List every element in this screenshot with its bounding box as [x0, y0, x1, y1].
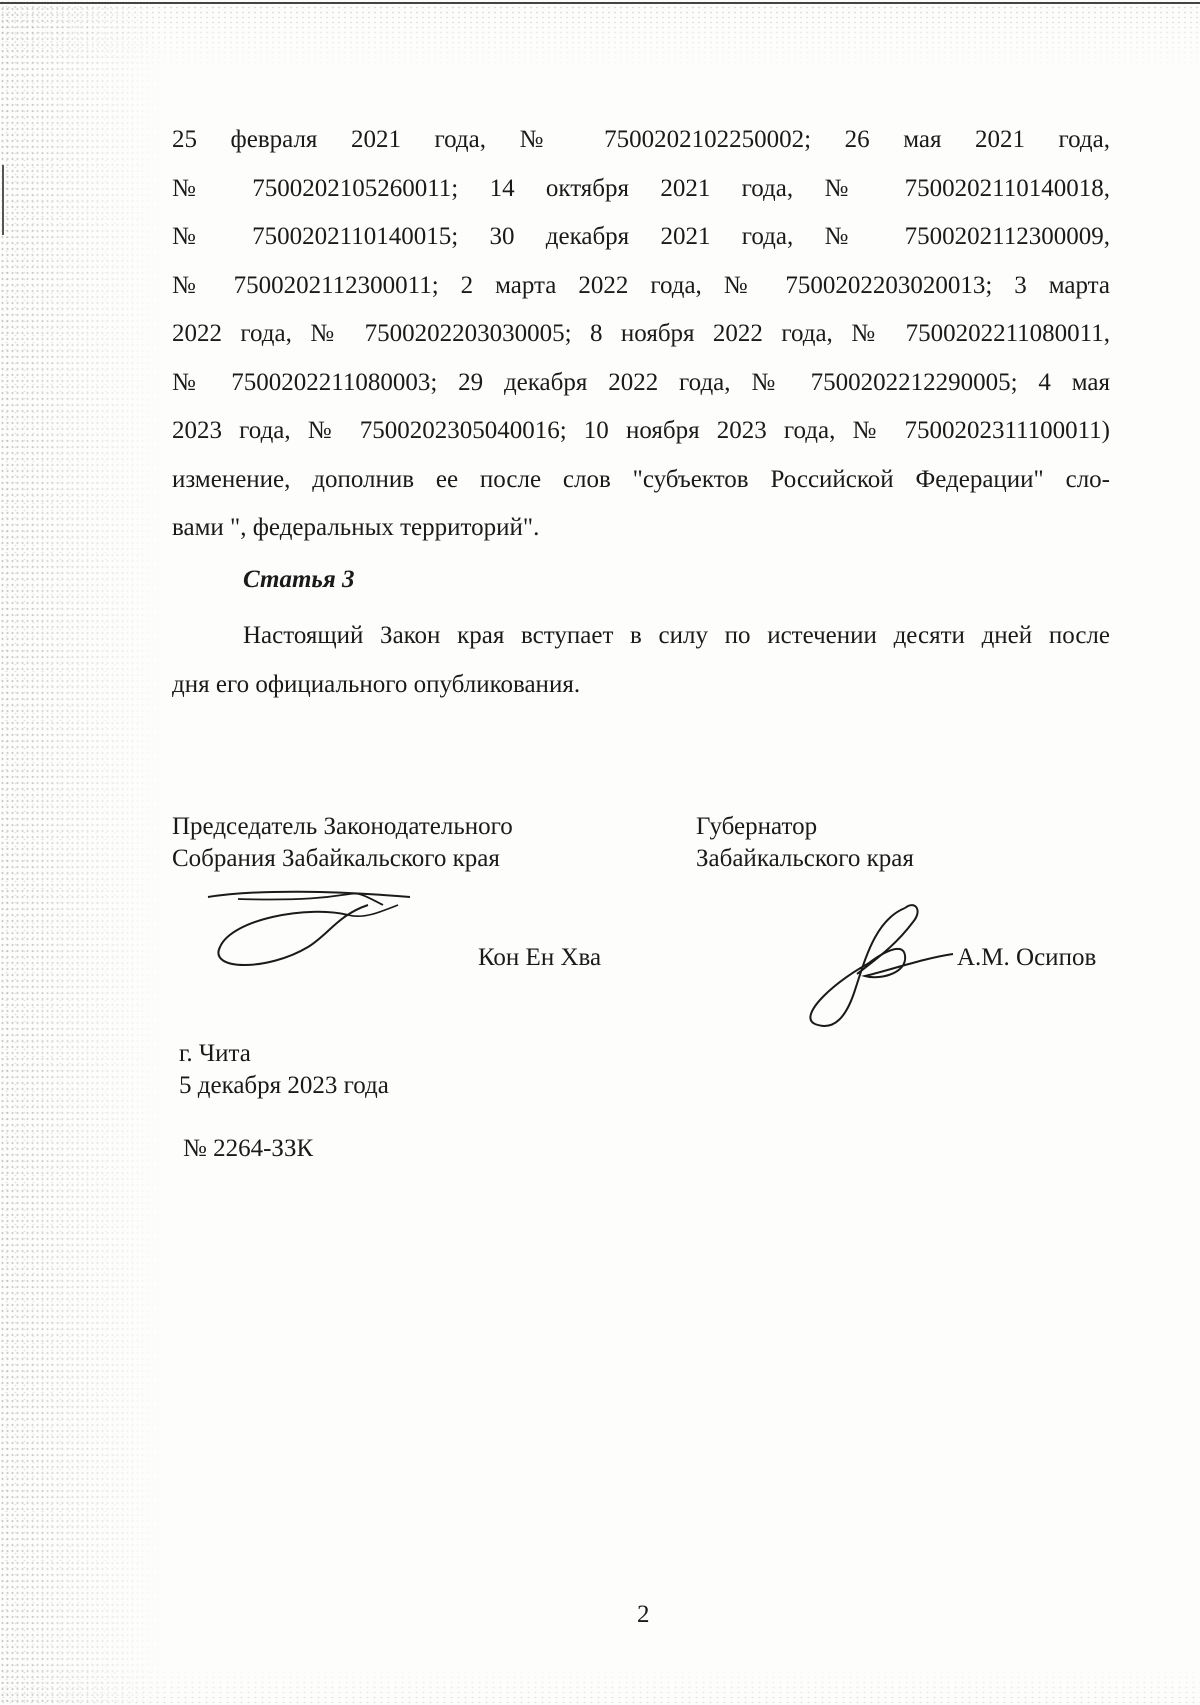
- left-signature-icon: [198, 885, 418, 975]
- scan-noise-top: [0, 0, 1200, 70]
- article-paragraph: [172, 612, 1110, 709]
- left-title-line: Собрания Забайкальского края: [172, 845, 500, 872]
- date: 5 декабря 2023 года: [179, 1072, 389, 1099]
- scan-left-mark: [2, 165, 4, 235]
- right-title-line: Губернатор: [696, 813, 818, 840]
- place-and-date: [179, 1038, 389, 1102]
- body-paragraph: [172, 116, 1110, 553]
- body-line: № 7500202211080003; 29 декабря 2022 года, № 7500202212290005; 4 мая: [172, 368, 1110, 396]
- right-signatory-name: А.М. Осипов: [957, 944, 1097, 971]
- right-signatory-title: [696, 811, 914, 875]
- body-line: № 7500202112300011; 2 марта 2022 года, № 7500202203020013; 3 марта: [172, 271, 1110, 299]
- right-title-line: Забайкальского края: [696, 845, 914, 872]
- left-signatory-name: Кон Ен Хва: [478, 944, 602, 971]
- body-line: 2023 года, № 7500202305040016; 10 ноября 2023 года, № 7500202311100011): [172, 417, 1110, 444]
- article-heading: Статья 3: [243, 566, 355, 593]
- body-line: изменение, дополнив ее после слов "субъектов Российской Федерации" сло-: [172, 465, 1110, 493]
- body-line: 25 февраля 2021 года, № 7500202102250002; 26 мая 2021 года,: [172, 126, 1110, 153]
- city: г. Чита: [179, 1040, 251, 1067]
- body-line: № 7500202105260011; 14 октября 2021 года, № 7500202110140018,: [172, 174, 1110, 202]
- page-number: 2: [637, 1601, 650, 1628]
- document-number: № 2264-ЗЗК: [183, 1135, 314, 1162]
- body-line: вами ", федеральных территорий".: [172, 514, 540, 541]
- scan-top-edge: [0, 2, 1200, 4]
- article-line: дня его официального опубликования.: [172, 670, 581, 698]
- body-line: 2022 года, № 7500202203030005; 8 ноября 2022 года, № 7500202211080011,: [172, 320, 1110, 347]
- right-signature-icon: [795, 900, 955, 1035]
- left-title-line: Председатель Законодательного: [172, 813, 513, 840]
- body-line: № 7500202110140015; 30 декабря 2021 года, № 7500202112300009,: [172, 223, 1110, 250]
- left-signatory-title: [172, 811, 513, 875]
- scan-noise-bottom: [0, 1665, 1200, 1705]
- scan-noise-left: [0, 0, 165, 1705]
- article-line: Настоящий Закон края вступает в силу по истечении десяти дней после: [243, 622, 1110, 649]
